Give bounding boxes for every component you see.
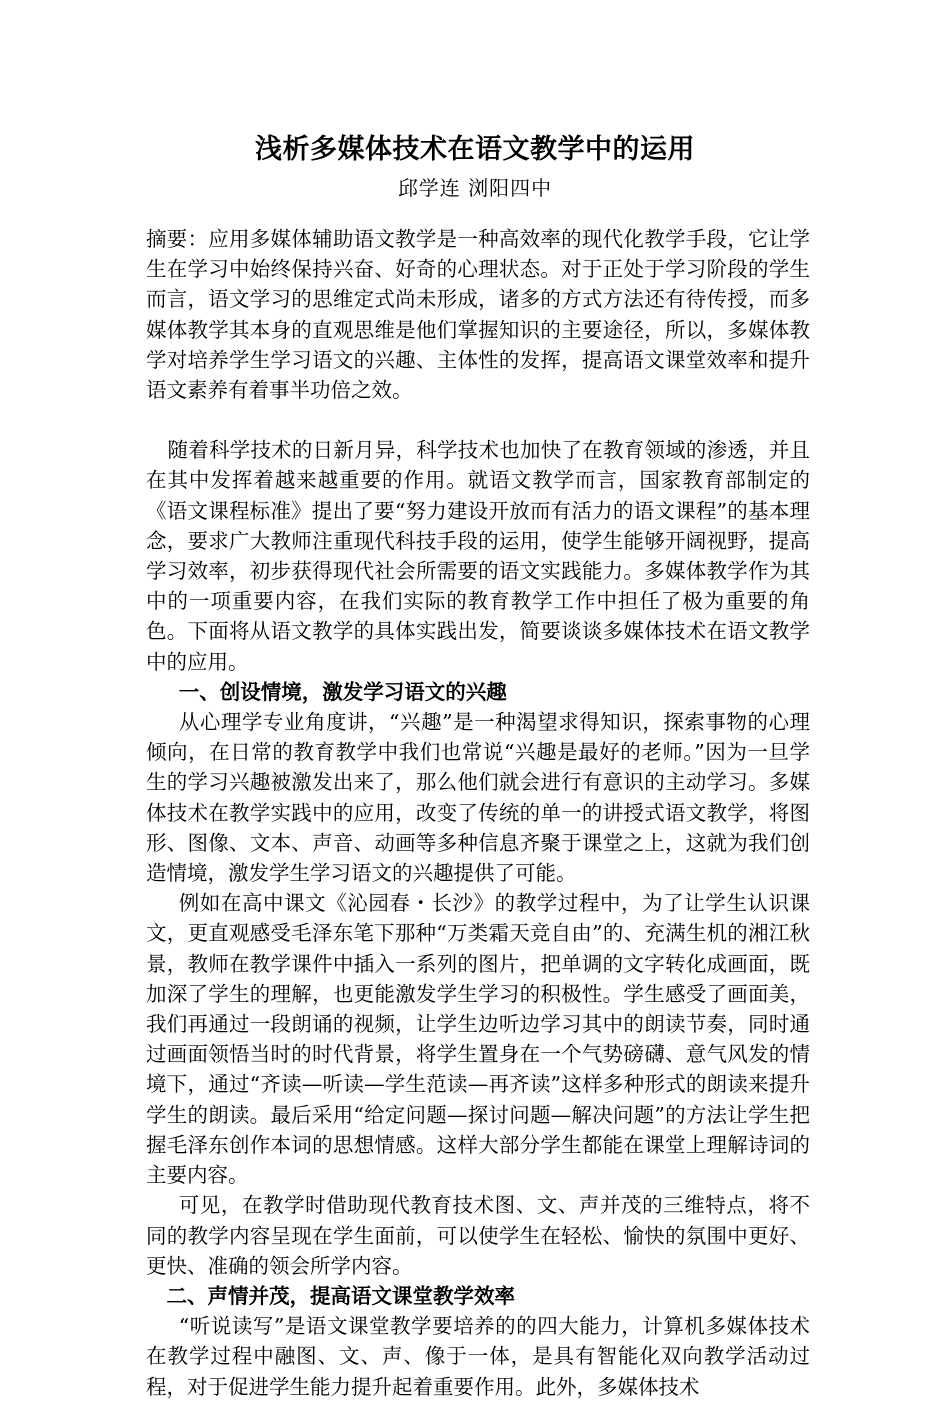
document-body bbox=[146, 224, 810, 1402]
section-2-paragraph-1: “听说读写”是语文课堂教学要培养的的四大能力，计算机多媒体技术在教学过程中融图、文、声、像于一体，是具有智能化双向教学活动过程，对于促进学生能力提升起着重要作用。此外，多媒体技术 bbox=[146, 1314, 810, 1399]
section-1-paragraph-3: 可见，在教学时借助现代教育技术图、文、声并茂的三维特点，将不同的教学内容呈现在学生面前，可以使学生在轻松、愉快的氛围中更好、更快、准确的领会所学内容。 bbox=[146, 1193, 810, 1278]
section-1-heading: 一、创设情境，激发学习语文的兴趣 bbox=[178, 679, 507, 704]
section-1-paragraph-2: 例如在高中课文《沁园春・长沙》的教学过程中，为了让学生认识课文，更直观感受毛泽东笔下那种“万类霜天竞自由”的、充满生机的湘江秋景，教师在教学课件中插入一系列的图片，把单调的文字转化成画面，既加深了学生的理解，也更能激发学生学习的积极性。学生感受了画面美，我们再通过一段朗诵的视频，让学生边听边学习其中的朗读节奏，同时通过画面领悟当时的时代背景，将学生置身在一个气势磅礴、意气风发的情境下，通过“齐读—听读—学生范读—再齐读”这样多种形式的朗读来提升学生的朗读。最后采用“给定问题—探讨问题—解决问题”的方法让学生把握毛泽东创作本词的思想情感。这样大部分学生都能在课堂上理解诗词的主要内容。 bbox=[146, 891, 810, 1188]
section-1-paragraph-1: 从心理学专业角度讲，“兴趣”是一种渴望求得知识，探索事物的心理倾向，在日常的教育教学中我们也常说“兴趣是最好的老师。”因为一旦学生的学习兴趣被激发出来了，那么他们就会进行有意识的主动学习。多媒体技术在教学实践中的应用，改变了传统的单一的讲授式语文教学，将图形、图像、文本、声音、动画等多种信息齐聚于课堂之上，这就为我们创造情境，激发学生学习语文的兴趣提供了可能。 bbox=[146, 710, 810, 886]
intro-paragraph: 随着科学技术的日新月异，科学技术也加快了在教育领域的渗透，并且在其中发挥着越来越重要的作用。就语文教学而言，国家教育部制定的《语文课程标准》提出了要“努力建设开放而有活力的语文课程”的基本理念，要求广大教师注重现代科技手段的运用，使学生能够开阔视野，提高学习效率，初步获得现代社会所需要的语文实践能力。多媒体教学作为其中的一项重要内容，在我们实际的教育教学工作中担任了极为重要的角色。下面将从语文教学的具体实践出发，简要谈谈多媒体技术在语文教学中的应用。 bbox=[146, 438, 810, 674]
document-title: 浅析多媒体技术在语文教学中的运用 bbox=[255, 134, 695, 165]
paragraph-gap bbox=[146, 405, 810, 435]
abstract-paragraph: 摘要：应用多媒体辅助语文教学是一种高效率的现代化教学手段，它让学生在学习中始终保持兴奋、好奇的心理状态。对于正处于学习阶段的学生而言，语文学习的思维定式尚未形成，诸多的方式方法还有待传授，而多媒体教学其本身的直观思维是他们掌握知识的主要途径，所以，多媒体教学对培养学生学习语文的兴趣、主体性的发挥，提高语文课堂效率和提升语文素养有着事半功倍之效。 bbox=[146, 227, 810, 403]
section-2-heading: 二、声情并茂，提高语文课堂教学效率 bbox=[166, 1283, 515, 1308]
author-line: 邱学连 浏阳四中 bbox=[397, 176, 553, 200]
